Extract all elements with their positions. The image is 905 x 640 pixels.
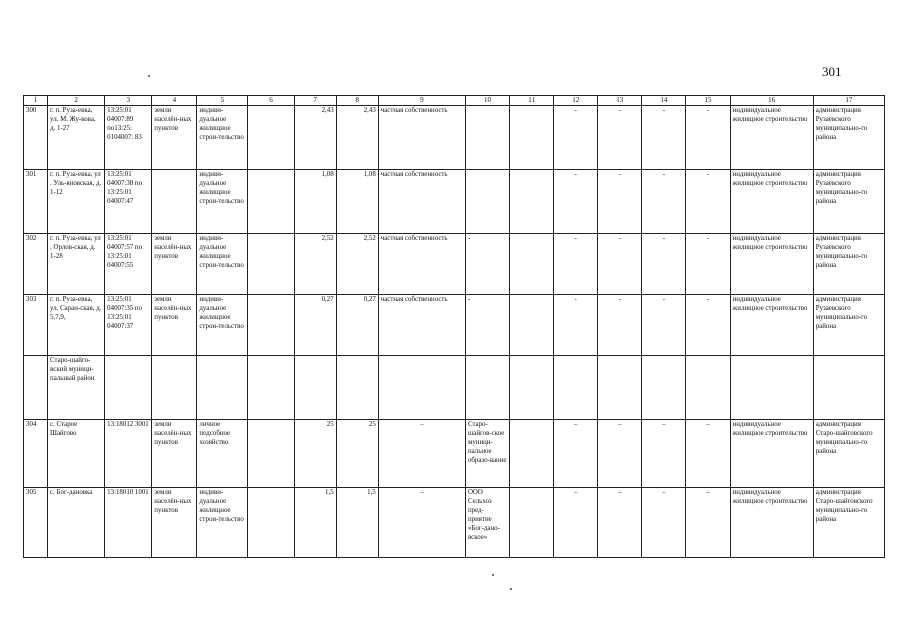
row-number: 304 — [24, 420, 48, 488]
column-11-cell — [510, 356, 554, 420]
column-number: 13 — [598, 96, 642, 106]
dash-cell: - — [554, 234, 598, 295]
column-6-cell — [248, 488, 294, 558]
table-row — [24, 488, 885, 558]
dash-cell: – — [554, 420, 598, 488]
column-11-cell — [510, 106, 554, 170]
scan-speck — [148, 75, 150, 77]
land-category-cell: земли населён-ных пунктов — [152, 488, 197, 558]
purpose-cell: индивидуальное жилищное строительство — [730, 488, 813, 558]
table-row — [24, 170, 885, 234]
ownership-cell: – — [378, 488, 465, 558]
purpose-cell: индивидуальное жилищное строительство — [730, 295, 813, 356]
dash-cell: – — [642, 420, 686, 488]
row-number: 305 — [24, 488, 48, 558]
authority-cell: администрация Рузаевского муниципально-го района — [813, 234, 884, 295]
address-cell: с. Бог-дановка — [48, 488, 105, 558]
area-cell: 1,08 — [294, 170, 336, 234]
permitted-use-cell: индиви-дуальное жилищное строи-тельство — [197, 106, 248, 170]
address-cell: с. Старое Шайгово — [48, 420, 105, 488]
area-cell: 0,27 — [336, 295, 378, 356]
dash-cell: - — [686, 234, 730, 295]
dash-cell: - — [686, 295, 730, 356]
area-cell: 1,5 — [336, 488, 378, 558]
dash-cell: – — [686, 420, 730, 488]
authority-cell: администрация Старо-шайговского муниципально-го района — [813, 488, 884, 558]
column-6-cell — [248, 295, 294, 356]
dash-cell: – — [598, 488, 642, 558]
dash-cell: - — [554, 106, 598, 170]
dash-cell: - — [598, 170, 642, 234]
cadastral-number-cell: 13:25:01 04007:35 по 13:25:01 04007:37 — [105, 295, 152, 356]
purpose-cell: индивидуальное жилищное строительство — [730, 106, 813, 170]
column-6-cell — [248, 234, 294, 295]
address-cell: г. п. Руза-евка, ул . Уль-яновская, д. 1-12 — [48, 170, 105, 234]
dash-cell: - — [598, 106, 642, 170]
column-6-cell — [248, 356, 294, 420]
ownership-cell: – — [378, 420, 465, 488]
permitted-use-cell: индиви-дуальное жилищное строи-тельство — [197, 170, 248, 234]
register-table — [23, 95, 885, 558]
cadastral-number-cell — [105, 356, 152, 420]
authority-cell: администрация Старо-шайговского муниципально-го района — [813, 420, 884, 488]
cadastral-number-cell: 13:25:01 04007:89 по13:25: 0104007: 83 — [105, 106, 152, 170]
dash-cell: - — [554, 295, 598, 356]
dash-cell — [686, 356, 730, 420]
area-cell: 0,27 — [294, 295, 336, 356]
address-cell: г. п. Руза-евка, ул. Саран-ская, д. 5,7,9, — [48, 295, 105, 356]
land-category-cell — [152, 356, 197, 420]
land-category-cell — [152, 170, 197, 234]
column-number: 2 — [48, 96, 105, 106]
purpose-cell: индивидуальное жилищное строительство — [730, 170, 813, 234]
area-cell: 2,52 — [336, 234, 378, 295]
permitted-use-cell: индиви-дуальное жилищное строи-тельство — [197, 295, 248, 356]
area-cell: 2,43 — [294, 106, 336, 170]
scan-speck — [492, 574, 494, 576]
authority-cell: администрация Рузаевского муниципально-го района — [813, 295, 884, 356]
column-number-row — [24, 96, 885, 106]
column-11-cell — [510, 170, 554, 234]
ownership-cell: частная собственность — [378, 295, 465, 356]
area-cell — [294, 356, 336, 420]
column-11-cell — [510, 420, 554, 488]
column-number: 1 — [24, 96, 48, 106]
ownership-cell — [378, 356, 465, 420]
row-number: 300 — [24, 106, 48, 170]
owner-cell — [465, 170, 509, 234]
page-number: 301 — [822, 64, 842, 79]
owner-cell: - — [465, 295, 509, 356]
cadastral-number-cell: 13:25:01 04007:57 по 13:25:01 04007:55 — [105, 234, 152, 295]
row-number: 302 — [24, 234, 48, 295]
area-cell: 2,52 — [294, 234, 336, 295]
column-6-cell — [248, 106, 294, 170]
authority-cell: администрация Рузаевского муниципально-го района — [813, 106, 884, 170]
dash-cell: - — [642, 234, 686, 295]
land-category-cell: земли населён-ных пунктов — [152, 234, 197, 295]
row-number: 303 — [24, 295, 48, 356]
column-number: 14 — [642, 96, 686, 106]
table-row — [24, 420, 885, 488]
land-category-cell: земли населён-ных пунктов — [152, 420, 197, 488]
owner-cell — [465, 356, 509, 420]
dash-cell: – — [686, 488, 730, 558]
scan-speck — [510, 588, 512, 590]
owner-cell: Старо-шайгов-ское муници-пальное образо-вание — [465, 420, 509, 488]
dash-cell — [642, 356, 686, 420]
column-number: 4 — [152, 96, 197, 106]
cadastral-number-cell: 13:18012 3001 — [105, 420, 152, 488]
address-cell: Старо-шайго-вский муници-пальный район — [48, 356, 105, 420]
column-number: 15 — [686, 96, 730, 106]
address-cell: г. п. Руза-евка, ул . Орлов-ская, д. 1-28 — [48, 234, 105, 295]
table-row — [24, 356, 885, 420]
area-cell: 2,43 — [336, 106, 378, 170]
area-cell: 1,5 — [294, 488, 336, 558]
dash-cell: - — [598, 234, 642, 295]
table-row — [24, 295, 885, 356]
column-number: 3 — [105, 96, 152, 106]
column-number: 5 — [197, 96, 248, 106]
dash-cell: - — [598, 295, 642, 356]
authority-cell — [813, 356, 884, 420]
table-row — [24, 106, 885, 170]
column-6-cell — [248, 170, 294, 234]
column-number: 12 — [554, 96, 598, 106]
row-number: 301 — [24, 170, 48, 234]
column-number: 9 — [378, 96, 465, 106]
column-6-cell — [248, 420, 294, 488]
land-category-cell: земли населён-ных пунктов — [152, 295, 197, 356]
purpose-cell: индивидуальное жилищное строительство — [730, 420, 813, 488]
column-number: 17 — [813, 96, 884, 106]
column-number: 16 — [730, 96, 813, 106]
dash-cell: – — [554, 488, 598, 558]
dash-cell: - — [642, 170, 686, 234]
dash-cell: - — [554, 170, 598, 234]
dash-cell: – — [598, 420, 642, 488]
dash-cell: - — [642, 295, 686, 356]
area-cell: 1,08 — [336, 170, 378, 234]
column-11-cell — [510, 488, 554, 558]
permitted-use-cell: личное подсобное хозяйство — [197, 420, 248, 488]
ownership-cell: частная собственность — [378, 106, 465, 170]
column-number: 8 — [336, 96, 378, 106]
area-cell: 25 — [336, 420, 378, 488]
dash-cell: - — [642, 106, 686, 170]
dash-cell — [598, 356, 642, 420]
row-number — [24, 356, 48, 420]
dash-cell: - — [686, 106, 730, 170]
owner-cell: - — [465, 234, 509, 295]
dash-cell — [554, 356, 598, 420]
column-11-cell — [510, 295, 554, 356]
ownership-cell: частная собственность — [378, 234, 465, 295]
permitted-use-cell: индиви-дуальное жилищное строи-тельство — [197, 488, 248, 558]
ownership-cell: частная собственность — [378, 170, 465, 234]
column-number: 11 — [510, 96, 554, 106]
column-number: 7 — [294, 96, 336, 106]
area-cell: 25 — [294, 420, 336, 488]
land-category-cell: земли населён-ных пунктов — [152, 106, 197, 170]
area-cell — [336, 356, 378, 420]
column-number: 6 — [248, 96, 294, 106]
dash-cell: - — [686, 170, 730, 234]
permitted-use-cell — [197, 356, 248, 420]
table-row — [24, 234, 885, 295]
owner-cell — [465, 106, 509, 170]
purpose-cell — [730, 356, 813, 420]
permitted-use-cell: индиви-дуальное жилищное строи-тельство — [197, 234, 248, 295]
dash-cell: – — [642, 488, 686, 558]
purpose-cell: индивидуальное жилищное строительство — [730, 234, 813, 295]
column-11-cell — [510, 234, 554, 295]
owner-cell: ООО Сельхоз пред-приятие «Бог-дано-вское» — [465, 488, 509, 558]
cadastral-number-cell: 13:25:01 04007:38 по 13:25:01 04007:47 — [105, 170, 152, 234]
column-number: 10 — [465, 96, 509, 106]
cadastral-number-cell: 13:18010 1001 — [105, 488, 152, 558]
authority-cell: администрация Рузаевского муниципально-го района — [813, 170, 884, 234]
address-cell: г. п. Руза-евка, ул. М. Жу-кова, д. 1-27 — [48, 106, 105, 170]
